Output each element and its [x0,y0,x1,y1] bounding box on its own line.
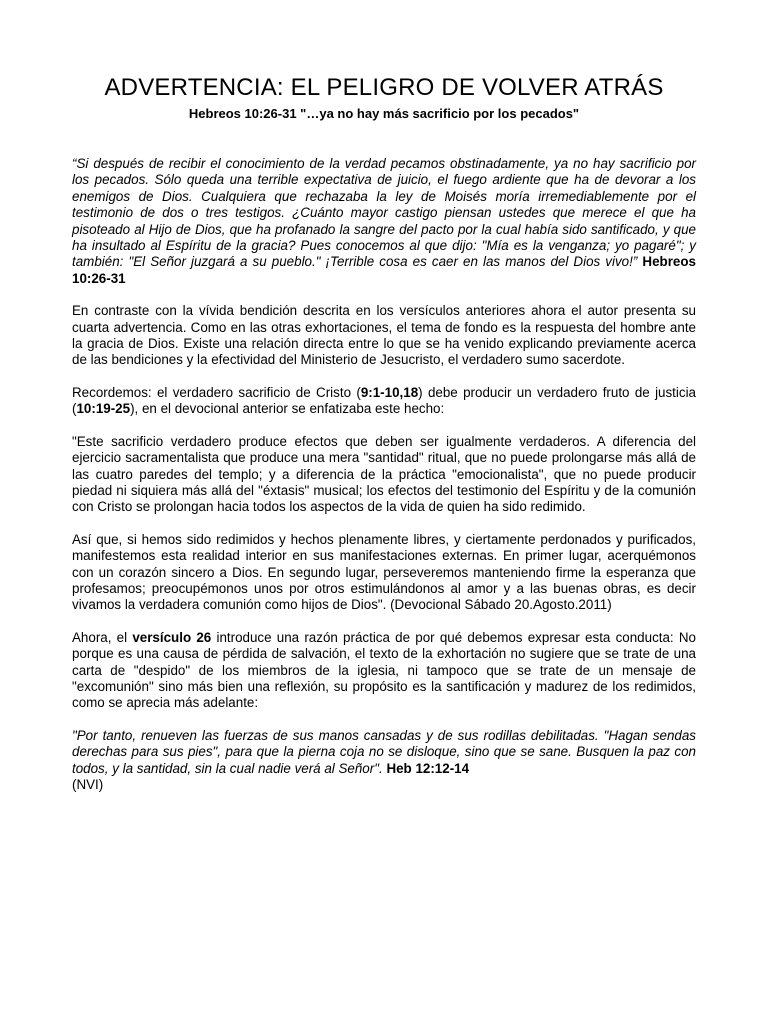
text-span: ) debe producir un verdadero fruto de justicia ( [72,384,696,417]
text-span: Ahora, el [72,629,133,645]
paragraph-contrast: En contraste con la vívida bendición descrita en los versículos anteriores ahora el autor presenta su cuarta advertencia. Como en las otras exhortaciones, el tema de fondo es la respuesta del hombre ante la gracia de Dios. Existe una relación directa entre lo que se ha venido explicando previamente acerca de las bendiciones y la efectividad del Ministerio de Jesucristo, el verdadero sumo sacerdote. [72,303,696,368]
bible-version: (NVI) [72,777,104,792]
scripture-reference: Hebreos 10:26-31 [72,254,696,286]
paragraph-sacrificio: "Este sacrificio verdadero produce efectos que deben ser igualmente verdaderos. A diferencia del ejercicio sacramentalista que produce una mera "santidad" ritual, que no puede prolongarse más allá de las cuatro paredes del templo; y a diferencia de la práctica "emocionalista", que no puede producir piedad ni siquiera más allá del "éxtasis" musical; los efectos del testimonio del Espíritu y de la comunión con Cristo se prolongan hacia todos los aspectos de la vida de quien ha sido redimido. [72,433,696,515]
quote-text: “Si después de recibir el conocimiento de la verdad pecamos obstinadamente, ya no hay sacrificio por los pecados. Sólo queda una terrible expectativa de juicio, el fuego ardiente que ha de devorar a los enemigos de Dios. Cualquiera que rechazaba la ley de Moisés moría irremediablemente por el testimonio de dos o tres testigos. ¿Cuánto mayor castigo piensan ustedes que merece el que ha pisoteado al Hijo de Dios, que ha profanado la sangre del pacto por la cual había sido santificado, y que ha insultado al Espíritu de la gracia? Pues conocemos al que dijo: "Mía es la venganza; yo pagaré"; y también: "El Señor juzgará a su pueblo." ¡Terrible cosa es caer en las manos del Dios vivo!” [72,156,696,270]
scripture-reference: 9:1-10,18 [360,384,419,400]
paragraph-asi-que: Así que, si hemos sido redimidos y hechos plenamente libres, y ciertamente perdonados y purificados, manifestemos esta realidad interior en sus manifestaciones externas. En primer lugar, acerquémonos con un corazón sincero a Dios. En segundo lugar, perseveremos manteniendo firme la esperanza que profesamos; preocupémonos unos por otros estimulándonos al amor y a las buenas obras, es decir vivamos la verdadera comunión como hijos de Dios". (Devocional Sábado 20.Agosto.2011) [72,531,696,613]
document-body [72,156,696,809]
paragraph-recordemos [72,385,696,418]
page-title: ADVERTENCIA: EL PELIGRO DE VOLVER ATRÁS [104,74,664,101]
text-span: Recordemos: el verdadero sacrificio de Cristo ( [72,384,361,400]
quote-text: "Por tanto, renueven las fuerzas de sus manos cansadas y de sus rodillas debilitadas. "Hagan sendas derechas para sus pies", para que la pierna coja no se disloque, sino que se sane. Busquen la paz con todos, y la santidad, sin la cual nadie verá al Señor". [72,727,696,776]
verse-reference: versículo 26 [132,629,212,645]
paragraph-quote-hebrews [72,156,696,287]
scripture-reference: Heb 12:12-14 [386,760,470,776]
text-span: introduce una razón práctica de por qué debemos expresar esta conducta: No porque es una causa de pérdida de salvación, el texto de la exhortación no sugiere que se trate de una carta de "despido" de los miembros de la iglesia, ni tampoco que se trate de un mensaje de "excomunión" sino más bien una reflexión, su propósito es la santificación y madurez de los redimidos, como se aprecia más adelante: [72,629,696,711]
page-subtitle: Hebreos 10:26-31 "…ya no hay más sacrificio por los pecados" [188,106,580,121]
paragraph-quote-heb-12 [72,728,696,794]
text-span: ), en el devocional anterior se enfatizaba este hecho: [130,401,445,417]
scripture-reference: 10:19-25 [76,401,131,417]
paragraph-versiculo-26 [72,630,696,712]
